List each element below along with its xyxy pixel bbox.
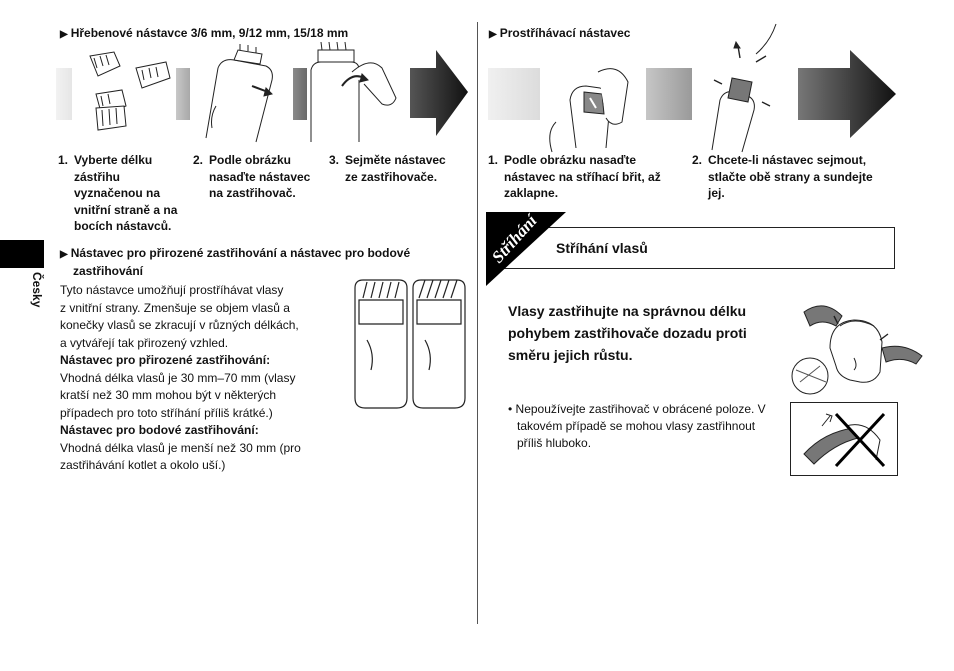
wrong-orientation-illustration xyxy=(790,402,898,476)
natural-point-attachment-heading: ▶ Nástavec pro přirozené zastřihování a nástavec pro bodové zastřihování xyxy=(60,246,411,278)
comb-attachments-illustration xyxy=(56,46,468,146)
natural-attachment-title: Nástavec pro přirozené zastřihování: xyxy=(60,353,271,367)
section-tab-label: Stříhání xyxy=(488,211,541,267)
natural-point-attachments-illustration xyxy=(345,276,473,412)
thinning-attachment-heading: ▶ Prostříhávací nástavec xyxy=(489,26,631,40)
arrow-bullet-icon: ▶ xyxy=(60,249,68,260)
right-step-1: 1. Podle obrázku nasaďte nástavec na stříhací břit, až zaklapne. xyxy=(488,153,661,200)
section-title: Stříhání vlasů xyxy=(556,240,648,256)
arrow-bullet-icon: ▶ xyxy=(489,29,497,40)
arrow-bullet-icon: ▶ xyxy=(60,29,68,40)
thinning-attachment-illustration xyxy=(486,42,898,150)
left-step-2: 2. Podle obrázku nasaďte nástavec na zastřihovač. xyxy=(193,153,311,200)
left-step-3: 3. Sejměte nástavec ze zastřihovače. xyxy=(329,153,446,184)
hair-cutting-head-illustration xyxy=(790,298,924,394)
reverse-position-warning: • Nepoužívejte zastřihovač v obrácené poloze. V takovém případě se mohou vlasy zastřihnout příliš hluboko. xyxy=(508,402,766,450)
side-tab-label: Česky xyxy=(30,272,44,308)
comb-attachments-heading: ▶ Hřebenové nástavce 3/6 mm, 9/12 mm, 15/18 mm xyxy=(60,26,349,40)
side-tab-marker xyxy=(0,240,44,268)
left-step-1: 1. Vyberte délku zástřihu vyznačenou na vnitřní straně a na bocích nástavců. xyxy=(58,153,178,233)
column-divider xyxy=(477,22,478,624)
right-step-2: 2. Chcete-li nástavec sejmout, stlačte obě strany a sundejte jej. xyxy=(692,153,873,200)
attachment-description: Tyto nástavce umožňují prostříhávat vlasy z vnitřní strany. Zmenšuje se objem vlasů a konečky vlasů se zkracují v různých délkách, a vytvářejí tak přirozený vzhled. Nástavec pro přirozené zastřihování: Vhodná délka vlasů je 30 mm–70 mm (vlasy kratší než 30 mm mohou být v některých případech pro toto stříhání příliš krátké.) Nástavec pro bodové zastřihování: Vhodná délka vlasů je menší než 30 mm (pro zastřihávání kotlet a okolo uší.) xyxy=(60,282,330,475)
point-attachment-title: Nástavec pro bodové zastřihování: xyxy=(60,423,259,437)
cutting-instruction: Vlasy zastřihujte na správnou délku pohybem zastřihovače dozadu proti směru jejich růstu. xyxy=(508,303,747,363)
